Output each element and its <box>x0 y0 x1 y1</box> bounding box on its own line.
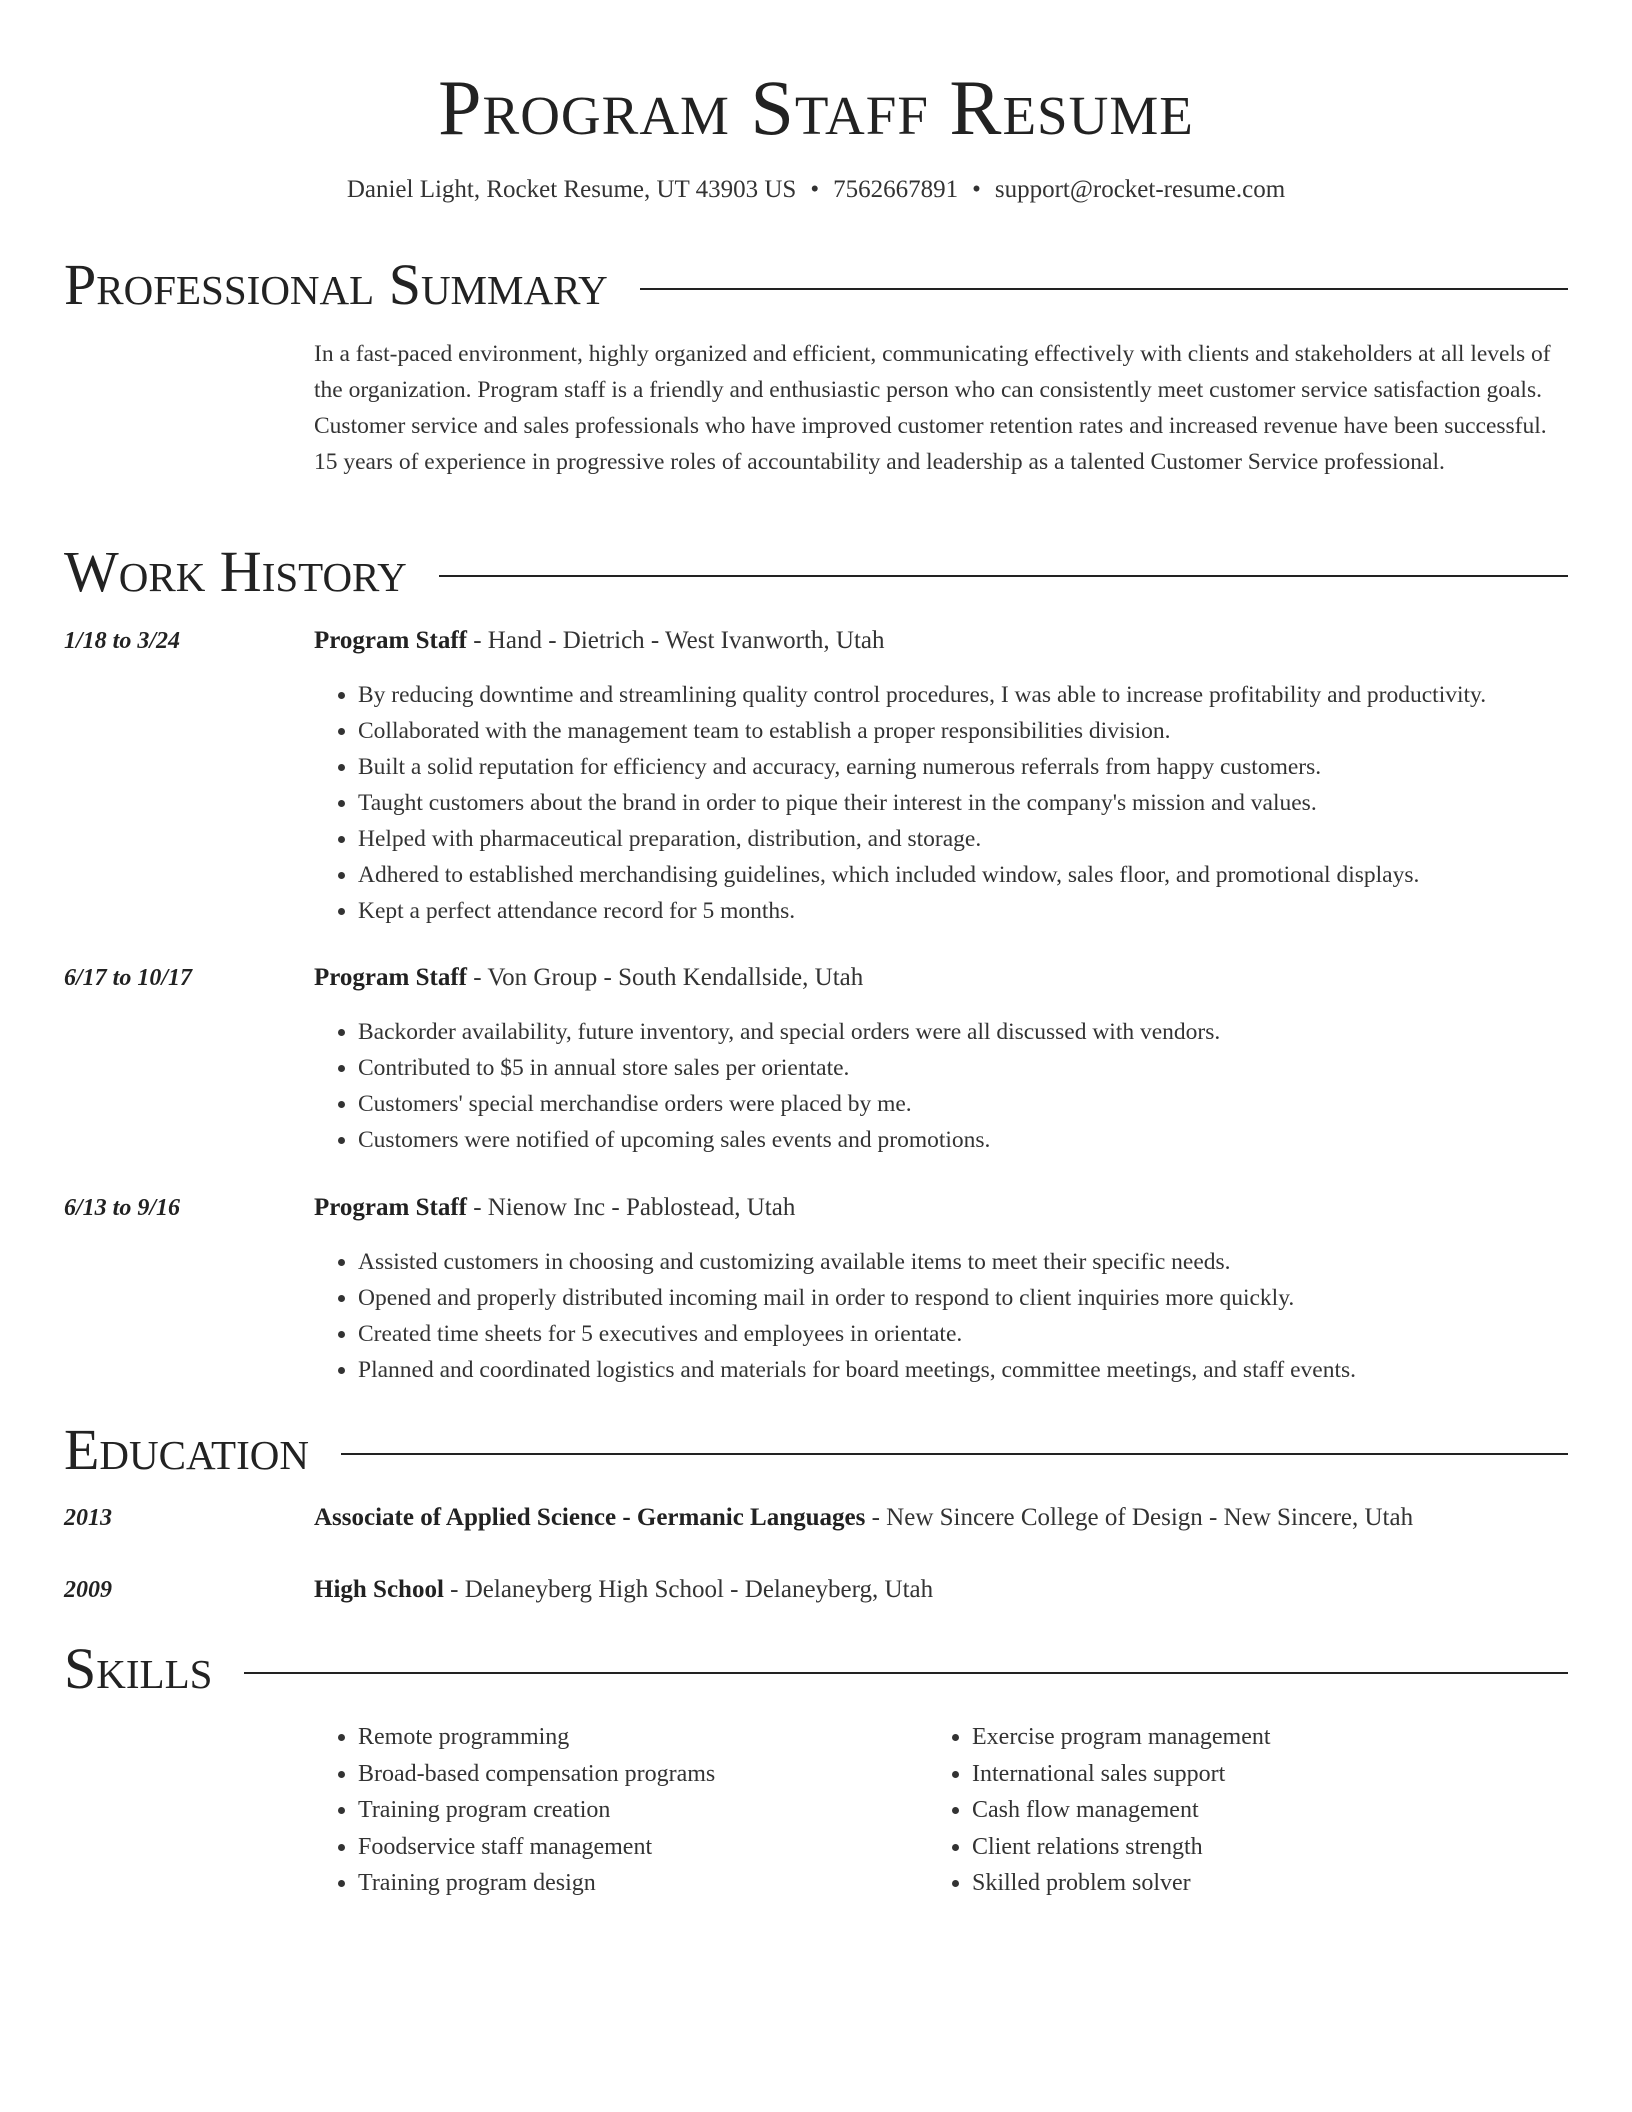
list-item: • Created time sheets for 5 executives and employees in orientate. <box>358 1316 1592 1352</box>
list-item: • Opened and properly distributed incoming mail in order to respond to client inquiries more quickly. <box>358 1280 1592 1316</box>
list-item: • Helped with pharmaceutical preparation, distribution, and storage. <box>358 821 1592 857</box>
skills-list-right <box>928 1719 1572 1902</box>
section-heading: Professional Summary <box>64 252 608 317</box>
section-heading: Skills <box>64 1636 213 1701</box>
education-year: 2013 <box>64 1505 112 1531</box>
section-divider <box>439 575 1568 577</box>
contact-email: support@rocket-resume.com <box>994 176 1286 203</box>
list-item: • Customers were notified of upcoming sales events and promotions. <box>358 1122 1592 1158</box>
section-divider <box>640 288 1568 290</box>
skill-item: • Broad-based compensation programs <box>358 1756 918 1793</box>
contact-address: Daniel Light, Rocket Resume, UT 43903 US <box>346 176 797 203</box>
skill-item: • Training program creation <box>358 1792 918 1829</box>
skills-list-left <box>314 1719 918 1902</box>
list-item: • By reducing downtime and streamlining quality control procedures, I was able to increase profitability and productivity. <box>358 677 1592 713</box>
job-bullets <box>314 1244 1592 1388</box>
education-entry <box>314 1500 1568 1536</box>
skill-item: • Cash flow management <box>972 1792 1572 1829</box>
job-title <box>314 960 1568 996</box>
list-item: • Assisted customers in choosing and customizing available items to meet their specific needs. <box>358 1244 1592 1280</box>
skill-item: • Foodservice staff management <box>358 1829 918 1866</box>
education-degree: High School <box>314 1576 444 1603</box>
section-divider <box>341 1453 1568 1455</box>
list-item: • Planned and coordinated logistics and materials for board meetings, committee meetings, and staff events. <box>358 1352 1592 1388</box>
job-details: - Von Group - South Kendallside, Utah <box>466 964 864 991</box>
contact-separator: • <box>972 176 981 203</box>
job-role: Program Staff <box>314 964 467 991</box>
education-year: 2009 <box>64 1577 112 1603</box>
education-details: - New Sincere College of Design - New Sincere, Utah <box>865 1504 1414 1531</box>
section-heading: Education <box>64 1417 309 1482</box>
section-education <box>64 1415 1568 1485</box>
job-bullets <box>314 677 1592 929</box>
contact-phone: 7562667891 <box>833 176 959 203</box>
job-details: - Hand - Dietrich - West Ivanworth, Utah <box>466 627 885 654</box>
list-item: • Built a solid reputation for efficiency and accuracy, earning numerous referrals from happy customers. <box>358 749 1592 785</box>
contact-line <box>0 172 1632 208</box>
education-degree: Associate of Applied Science - Germanic Languages <box>314 1504 866 1531</box>
job-title <box>314 623 1568 659</box>
job-details: - Nienow Inc - Pablostead, Utah <box>466 1194 796 1221</box>
list-item: • Customers' special merchandise orders were placed by me. <box>358 1086 1592 1122</box>
skill-item: • Exercise program management <box>972 1719 1572 1756</box>
list-item: • Kept a perfect attendance record for 5 months. <box>358 893 1592 929</box>
education-details: - Delaneyberg High School - Delaneyberg, Utah <box>443 1576 934 1603</box>
list-item: • Taught customers about the brand in order to pique their interest in the company's mission and values. <box>358 785 1592 821</box>
skill-item: • Remote programming <box>358 1719 918 1756</box>
summary-text: In a fast-paced environment, highly organized and efficient, communicating effectively with clients and stakeholders at all levels of the organization. Program staff is a friendly and enthusiastic person who can consistently meet customer service satisfaction goals. Customer service and sales professionals who have improved customer retention rates and increased revenue have been successful. 15 years of experience in progressive roles of accountability and leadership as a talented Customer Service professional. <box>314 341 1551 475</box>
job-role: Program Staff <box>314 1194 467 1221</box>
skill-item: • International sales support <box>972 1756 1572 1793</box>
skill-item: • Client relations strength <box>972 1829 1572 1866</box>
resume-title: Program Staff Resume <box>438 64 1194 151</box>
job-bullets <box>314 1014 1592 1158</box>
job-role: Program Staff <box>314 627 467 654</box>
list-item: • Contributed to $5 in annual store sales per orientate. <box>358 1050 1592 1086</box>
section-skills <box>64 1634 1568 1704</box>
job-dates: 1/18 to 3/24 <box>64 628 181 654</box>
job-title <box>314 1190 1568 1226</box>
education-entry <box>314 1572 1568 1608</box>
list-item: • Collaborated with the management team to establish a proper responsibilities division. <box>358 713 1592 749</box>
skill-item: • Skilled problem solver <box>972 1865 1572 1902</box>
section-divider <box>244 1672 1568 1674</box>
skill-item: • Training program design <box>358 1865 918 1902</box>
contact-separator: • <box>810 176 820 203</box>
section-heading: Work History <box>64 539 407 604</box>
section-work-history <box>64 537 1568 607</box>
section-professional-summary <box>64 250 1568 320</box>
job-dates: 6/17 to 10/17 <box>64 965 193 991</box>
list-item: • Backorder availability, future inventory, and special orders were all discussed with vendors. <box>358 1014 1592 1050</box>
list-item: • Adhered to established merchandising guidelines, which included window, sales floor, and promotional displays. <box>358 857 1592 893</box>
job-dates: 6/13 to 9/16 <box>64 1195 181 1221</box>
